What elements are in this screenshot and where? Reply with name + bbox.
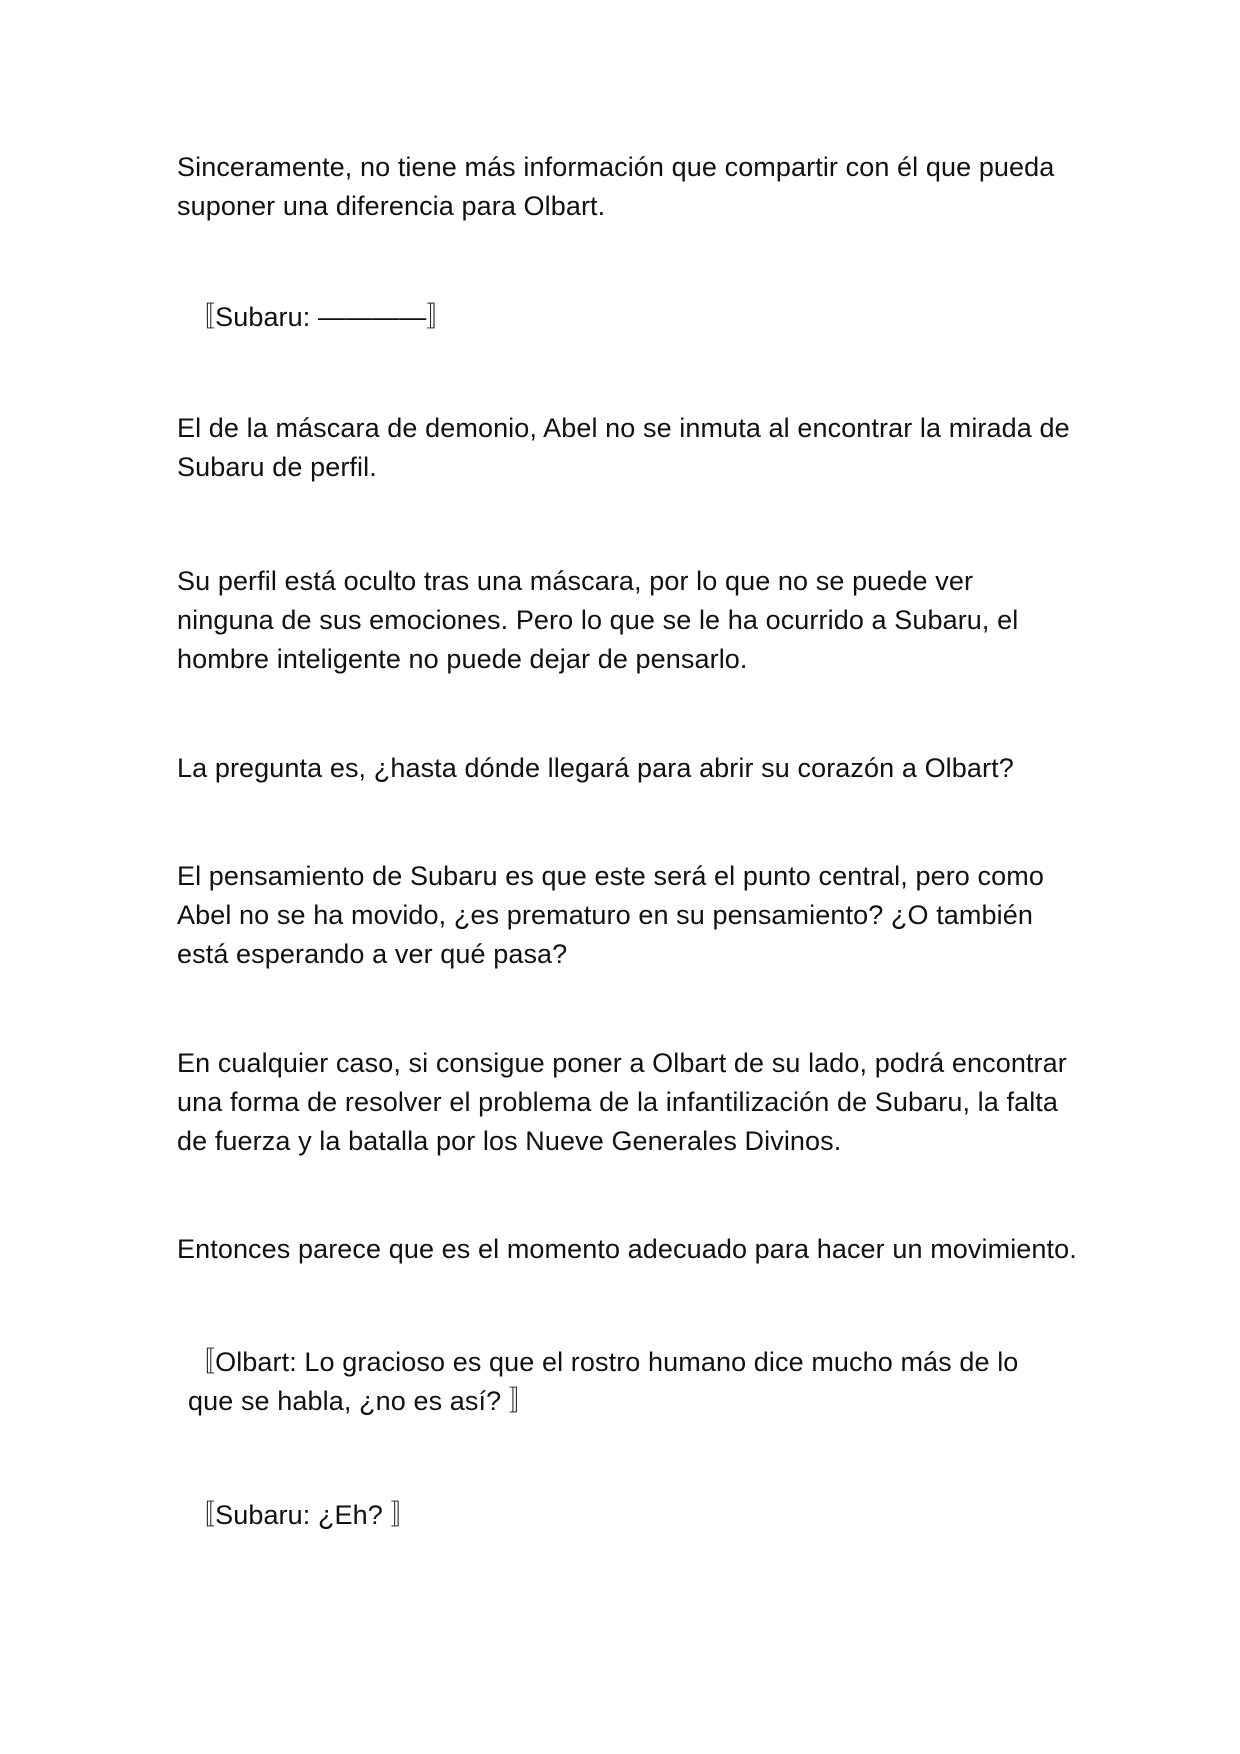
paragraph-narration: La pregunta es, ¿hasta dónde llegará para abrir su corazón a Olbart?	[177, 753, 1014, 783]
paragraph-narration: Su perfil está oculto tras una máscara, por lo que no se puede ver ninguna de sus emociones. Pero lo que se le ha ocurrido a Subaru, el hombre inteligente no puede dejar de pensarlo.	[177, 566, 1019, 674]
paragraph-narration: El pensamiento de Subaru es que este será el punto central, pero como Abel no se ha movido, ¿es prematuro en su pensamiento? ¿O también está esperando a ver qué pasa?	[177, 861, 1044, 969]
dialogue-line-olbart: 〚Olbart: Lo gracioso es que el rostro humano dice mucho más de lo que se habla, ¿no es así? 〛	[188, 1347, 1019, 1416]
dialogue-line-subaru: 〚Subaru: ————〛	[188, 302, 454, 332]
dialogue-line-subaru: 〚Subaru: ¿Eh? 〛	[188, 1500, 418, 1530]
paragraph-narration: Entonces parece que es el momento adecuado para hacer un movimiento.	[177, 1234, 1077, 1264]
paragraph-narration: El de la máscara de demonio, Abel no se inmuta al encontrar la mirada de Subaru de perfil.	[177, 413, 1070, 482]
paragraph-narration: Sinceramente, no tiene más información que compartir con él que pueda suponer una diferencia para Olbart.	[177, 152, 1055, 221]
paragraph-narration: En cualquier caso, si consigue poner a Olbart de su lado, podrá encontrar una forma de resolver el problema de la infantilización de Subaru, la falta de fuerza y la batalla por los Nueve Generales Divinos.	[177, 1048, 1067, 1156]
